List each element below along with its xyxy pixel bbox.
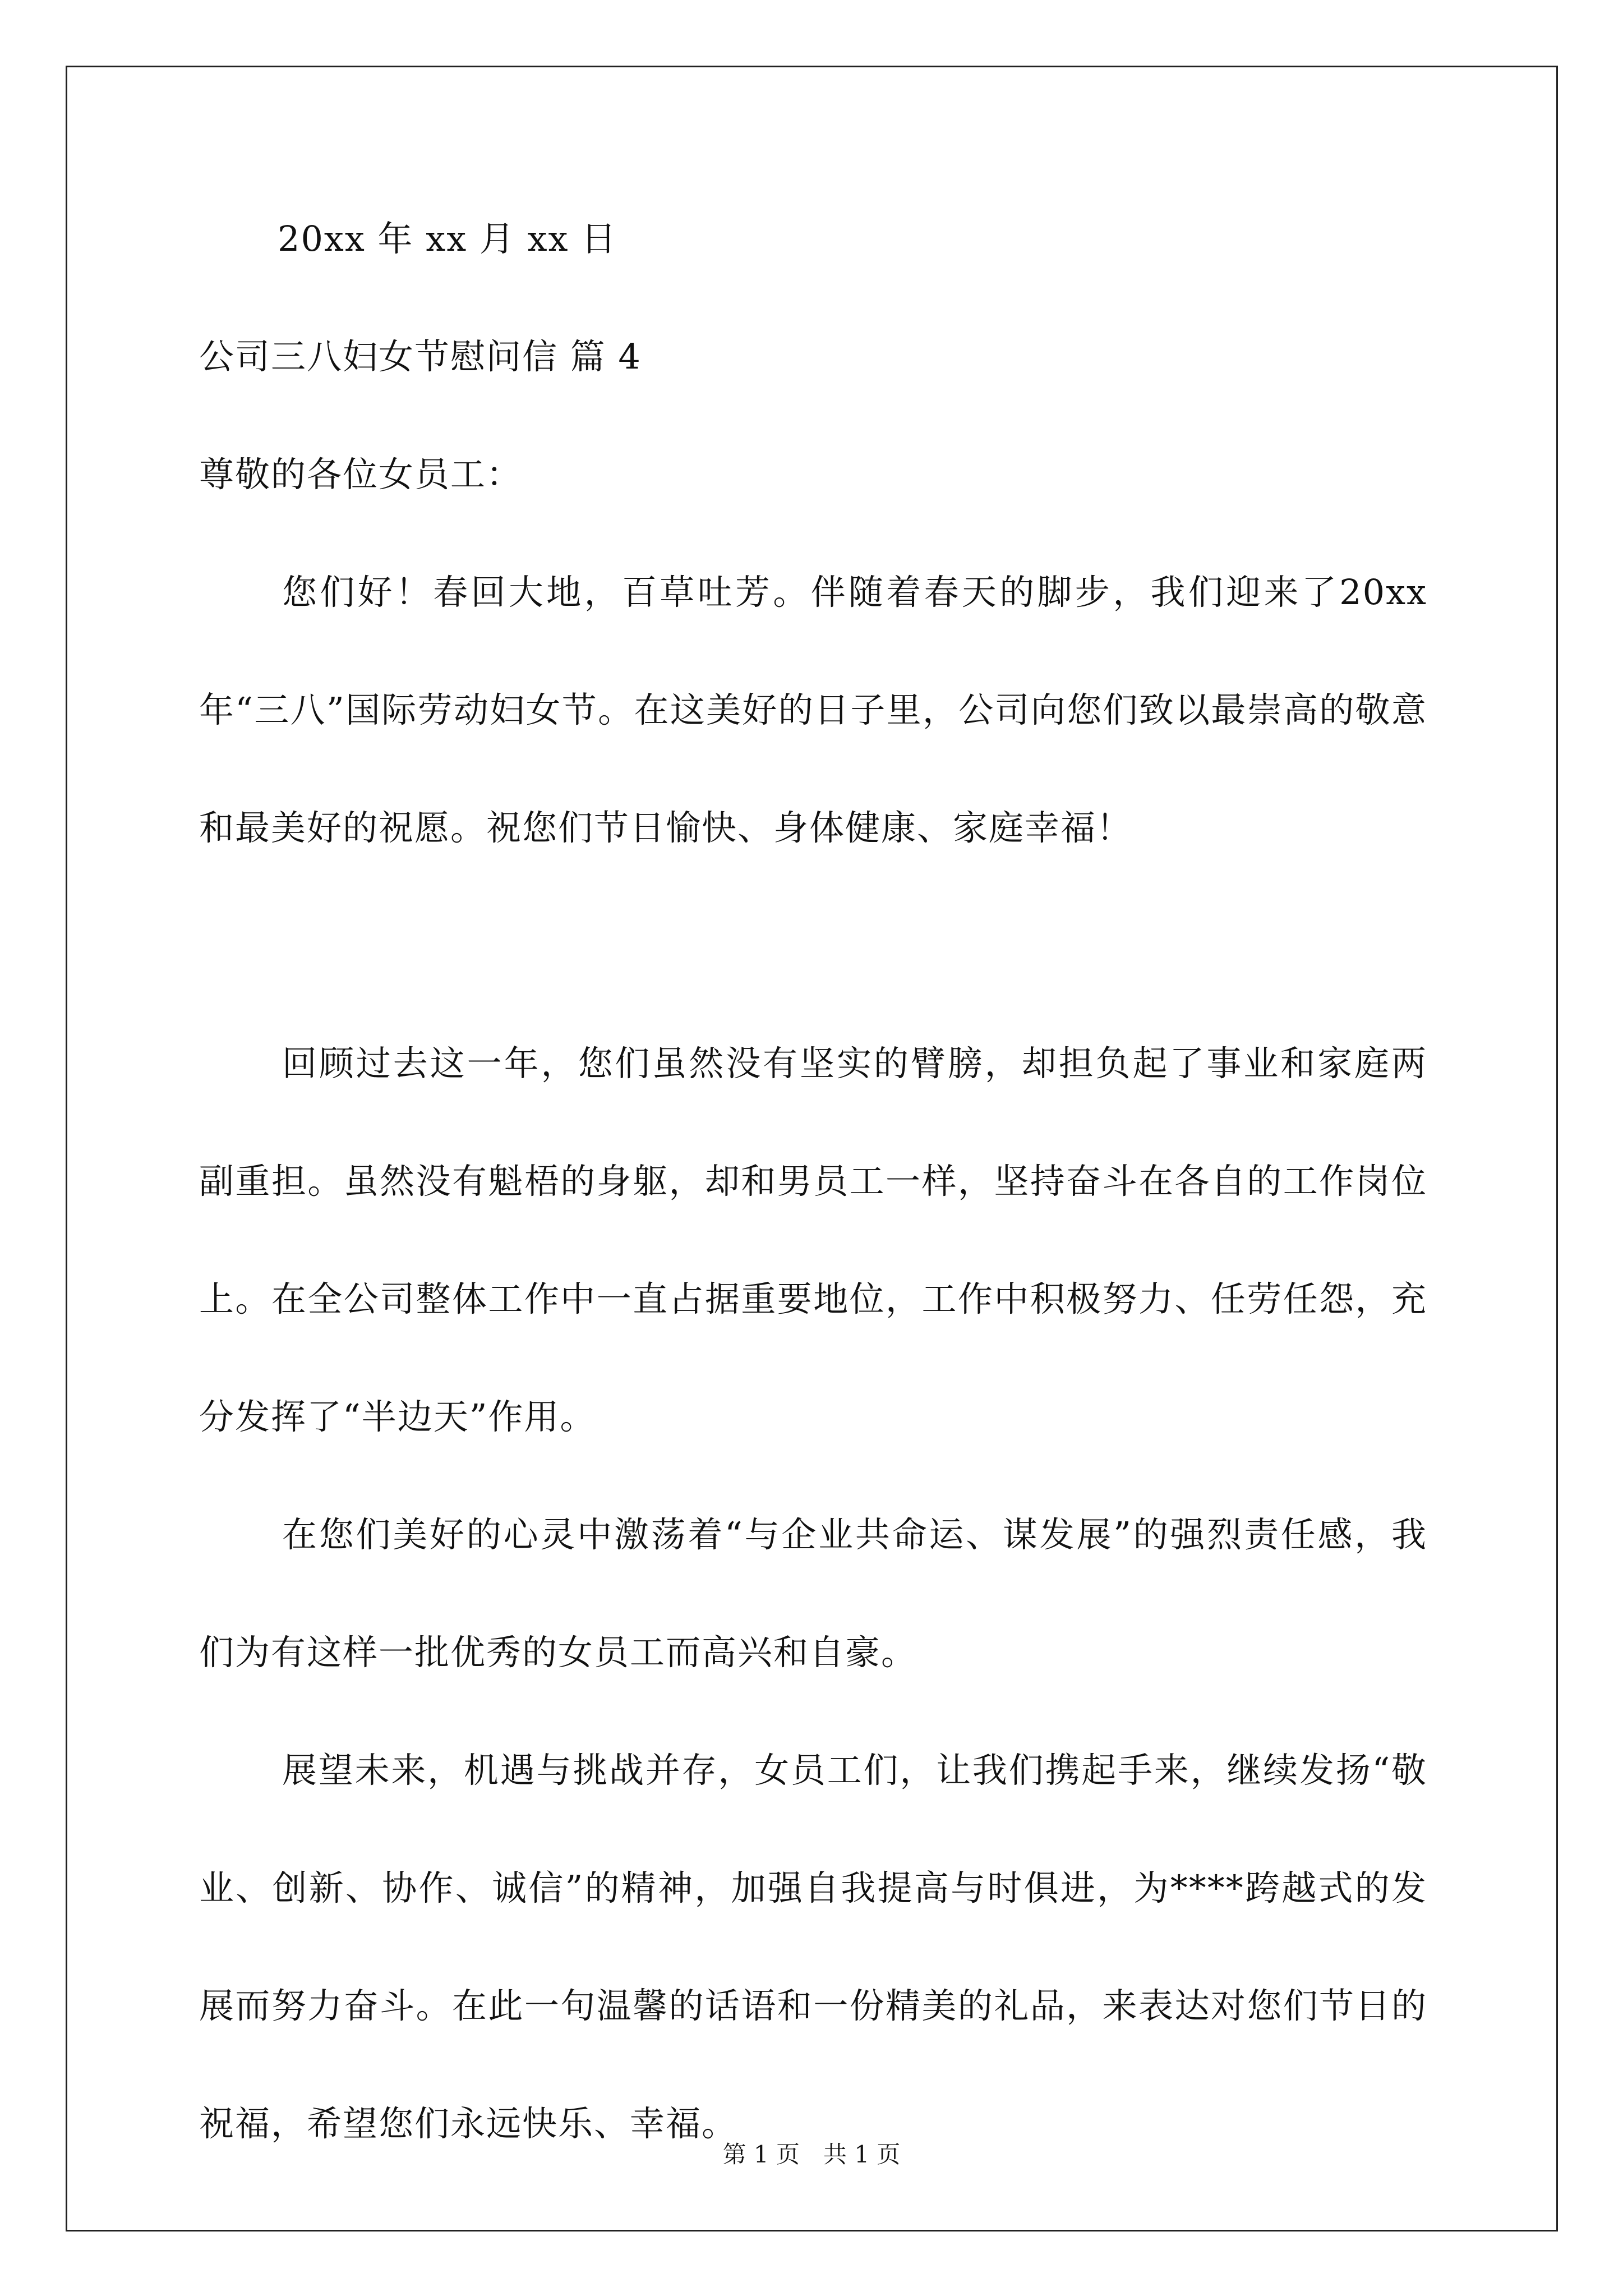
paragraph-2: 回顾过去这一年，您们虽然没有坚实的臂膀，却担负起了事业和家庭两副重担。虽然没有魁梧的身躯，却和男员工一样，坚持奋斗在各自的工作岗位上。在全公司整体工作中一直占据重要地位，工作中积极努力、任劳任怨，充分发挥了“半边天”作用。 [199, 1043, 1427, 1437]
greeting: 尊敬的各位女员工： [199, 454, 523, 495]
paragraph-1: 您们好！春回大地，百草吐芳。伴随着春天的脚步，我们迎来了20xx 年“三八”国际劳动妇女节。在这美好的日子里，公司向您们致以最崇高的敬意和最美好的祝愿。祝您们节日愉快、身体健康、家庭幸福！ [199, 572, 1427, 848]
date-line: 20xx 年 xx 月 xx 日 [278, 218, 617, 259]
paragraph-3: 在您们美好的心灵中激荡着“与企业共命运、谋发展”的强烈责任感，我们为有这样一批优秀的女员工而高兴和自豪。 [199, 1514, 1427, 1673]
page-footer: 第 1 页 共 1 页 [722, 2141, 901, 2168]
paragraph-4: 展望未来，机遇与挑战并存，女员工们，让我们携起手来，继续发扬“敬业、创新、协作、诚信”的精神，加强自我提高与时俱进，为****跨越式的发展而努力奋斗。在此一句温馨的话语和一份精美的礼品，来表达对您们节日的祝福，希望您们永远快乐、幸福。 [199, 1750, 1427, 2144]
letter-title: 公司三八妇女节慰问信 篇 4 [199, 336, 642, 377]
